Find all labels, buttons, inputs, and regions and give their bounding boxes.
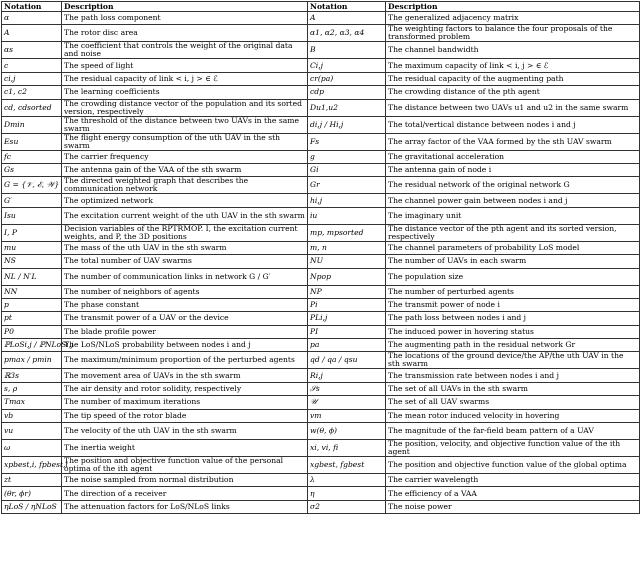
description-cell: The total number of UAV swarms (62, 255, 308, 268)
description-cell: The speed of light (62, 59, 308, 72)
notation-cell: qd / qa / qsu (308, 352, 386, 369)
description-cell: The set of all UAV swarms (386, 396, 640, 409)
table-row (2, 474, 640, 487)
description-cell: The distance between two UAVs u1 and u2 in the same swarm (386, 99, 640, 116)
notation-cell: σ2 (308, 500, 386, 513)
description-cell: The position, velocity, and objective function value of the ith agent (386, 440, 640, 457)
notation-cell: Pi (308, 298, 386, 311)
description-cell: The threshold of the distance between two UAVs in the same swarm (62, 116, 308, 133)
table-row (2, 163, 640, 176)
notation-cell: fc (2, 150, 62, 163)
notation-cell: Du1,u2 (308, 99, 386, 116)
notation-cell: ℙLoSi,j / ℙNLoSi,j (2, 339, 62, 352)
notation-cell: Ri,j (308, 369, 386, 382)
description-cell: The movement area of UAVs in the sth swarm (62, 369, 308, 382)
notation-cell: ℝ3s (2, 369, 62, 382)
table-row (2, 207, 640, 224)
description-cell: The transmit power of a UAV or the device (62, 312, 308, 325)
description-cell: The excitation current weight of the uth UAV in the sth swarm (62, 207, 308, 224)
table-row (2, 133, 640, 150)
description-cell: The crowding distance vector of the population and its sorted version, respectively (62, 99, 308, 116)
table-row (2, 150, 640, 163)
table-row (2, 325, 640, 338)
table-row (2, 500, 640, 513)
notation-cell: p (2, 298, 62, 311)
table-row (2, 298, 640, 311)
description-cell: The tip speed of the rotor blade (62, 409, 308, 422)
description-cell: The maximum capacity of link < i, j > ∈ ℰ (386, 59, 640, 72)
notation-cell: αs (2, 42, 62, 59)
table-row (2, 241, 640, 254)
notation-cell: α1, α2, α3, α4 (308, 25, 386, 42)
notation-cell: λ (308, 474, 386, 487)
description-cell: The residual network of the original network G (386, 177, 640, 194)
notation-cell: mu (2, 241, 62, 254)
notation-cell: Gr (308, 177, 386, 194)
description-cell: The number of UAVs in each swarm (386, 255, 640, 268)
notation-cell: NP (308, 285, 386, 298)
table-row (2, 12, 640, 25)
description-cell: The path loss component (62, 12, 308, 25)
notation-cell: NN (2, 285, 62, 298)
notation-cell: NS (2, 255, 62, 268)
notation-cell: pmax / pmin (2, 352, 62, 369)
table-row (2, 86, 640, 99)
description-cell: The distance vector of the pth agent and its sorted version, respectively (386, 224, 640, 241)
description-cell: The noise sampled from normal distribution (62, 474, 308, 487)
description-cell: The locations of the ground device/the AP/the uth UAV in the sth swarm (386, 352, 640, 369)
description-cell: The residual capacity of the augmenting path (386, 72, 640, 85)
description-cell: The residual capacity of link < i, j > ∈ ℰ (62, 72, 308, 85)
notation-cell: A (2, 25, 62, 42)
notation-cell: iu (308, 207, 386, 224)
table-row (2, 440, 640, 457)
notation-table (1, 1, 640, 514)
notation-cell: c (2, 59, 62, 72)
header-row (2, 2, 640, 12)
description-cell: The magnitude of the far-field beam pattern of a UAV (386, 423, 640, 440)
description-cell: The antenna gain of the VAA of the sth swarm (62, 163, 308, 176)
description-cell: The mean rotor induced velocity in hovering (386, 409, 640, 422)
description-cell: The air density and rotor solidity, respectively (62, 382, 308, 395)
notation-cell: PI (308, 325, 386, 338)
notation-cell: A (308, 12, 386, 25)
description-cell: The position and objective function value of the global optima (386, 457, 640, 474)
table-row (2, 487, 640, 500)
description-cell: The number of communication links in network G / G′ (62, 268, 308, 285)
header-notation-left: Notation (2, 2, 62, 12)
table-row (2, 255, 640, 268)
description-cell: The learning coefficients (62, 86, 308, 99)
notation-cell: G = {𝒱, ℰ, 𝒲} (2, 177, 62, 194)
description-cell: The position and objective function value of the personal optima of the ith agent (62, 457, 308, 474)
description-cell: The array factor of the VAA formed by the sth UAV swarm (386, 133, 640, 150)
notation-cell: Esu (2, 133, 62, 150)
header-description-right: Description (386, 2, 640, 12)
notation-cell: I, P (2, 224, 62, 241)
description-cell: The velocity of the uth UAV in the sth swarm (62, 423, 308, 440)
description-cell: The number of perturbed agents (386, 285, 640, 298)
description-cell: The directed weighted graph that describes the communication network (62, 177, 308, 194)
description-cell: The carrier frequency (62, 150, 308, 163)
table-row (2, 59, 640, 72)
notation-cell: xpbest,i, fpbest,i (2, 457, 62, 474)
description-cell: The noise power (386, 500, 640, 513)
description-cell: The generalized adjacency matrix (386, 12, 640, 25)
notation-cell: g (308, 150, 386, 163)
notation-cell: NL / N′L (2, 268, 62, 285)
description-cell: The number of maximum iterations (62, 396, 308, 409)
table-row (2, 177, 640, 194)
description-cell: The maximum/minimum proportion of the perturbed agents (62, 352, 308, 369)
notation-cell: 𝒰 (308, 396, 386, 409)
notation-cell: Npop (308, 268, 386, 285)
table-row (2, 409, 640, 422)
notation-cell: m, n (308, 241, 386, 254)
description-cell: The gravitational acceleration (386, 150, 640, 163)
notation-cell: c1, c2 (2, 86, 62, 99)
description-cell: The imaginary unit (386, 207, 640, 224)
notation-cell: Gs (2, 163, 62, 176)
table-row (2, 312, 640, 325)
notation-cell: NU (308, 255, 386, 268)
header-notation-right: Notation (308, 2, 386, 12)
table-row (2, 285, 640, 298)
notation-cell: B (308, 42, 386, 59)
table-row (2, 42, 640, 59)
table-row (2, 224, 640, 241)
description-cell: The blade profile power (62, 325, 308, 338)
notation-cell: vb (2, 409, 62, 422)
description-cell: The antenna gain of node i (386, 163, 640, 176)
notation-cell: Gi (308, 163, 386, 176)
notation-cell: s, ρ (2, 382, 62, 395)
notation-cell: di,j / Hi,j (308, 116, 386, 133)
notation-cell: ηLoS / ηNLoS (2, 500, 62, 513)
table-row (2, 25, 640, 42)
notation-cell: cr(pa) (308, 72, 386, 85)
notation-cell: hi,j (308, 194, 386, 207)
notation-cell: P0 (2, 325, 62, 338)
notation-cell: ci,j (2, 72, 62, 85)
description-cell: The population size (386, 268, 640, 285)
notation-cell: PLi,j (308, 312, 386, 325)
table-row (2, 396, 640, 409)
notation-cell: α (2, 12, 62, 25)
notation-cell: Dmin (2, 116, 62, 133)
table-row (2, 352, 640, 369)
description-cell: The transmit power of node i (386, 298, 640, 311)
notation-cell: pt (2, 312, 62, 325)
description-cell: The transmission rate between nodes i and j (386, 369, 640, 382)
description-cell: The channel power gain between nodes i and j (386, 194, 640, 207)
table-row (2, 194, 640, 207)
description-cell: The induced power in hovering status (386, 325, 640, 338)
table-row (2, 457, 640, 474)
description-cell: The number of neighbors of agents (62, 285, 308, 298)
notation-cell: cd, cdsorted (2, 99, 62, 116)
description-cell: The LoS/NLoS probability between nodes i and j (62, 339, 308, 352)
description-cell: The set of all UAVs in the sth swarm (386, 382, 640, 395)
notation-cell: vm (308, 409, 386, 422)
table-row (2, 339, 640, 352)
table-row (2, 369, 640, 382)
description-cell: The attenuation factors for LoS/NLoS links (62, 500, 308, 513)
notation-cell: w(θ, ϕ) (308, 423, 386, 440)
description-cell: The channel bandwidth (386, 42, 640, 59)
table-row (2, 116, 640, 133)
description-cell: The phase constant (62, 298, 308, 311)
description-cell: The path loss between nodes i and j (386, 312, 640, 325)
notation-cell: Tmax (2, 396, 62, 409)
notation-cell: mp, mpsorted (308, 224, 386, 241)
table-row (2, 99, 640, 116)
notation-cell: cdp (308, 86, 386, 99)
header-description-left: Description (62, 2, 308, 12)
description-cell: The weighting factors to balance the four proposals of the transformed problem (386, 25, 640, 42)
notation-cell: η (308, 487, 386, 500)
table-row (2, 72, 640, 85)
description-cell: The efficiency of a VAA (386, 487, 640, 500)
description-cell: Decision variables of the RPTRMOP. I, the excitation current weights, and P, the 3D positions (62, 224, 308, 241)
description-cell: The carrier wavelength (386, 474, 640, 487)
notation-cell: zt (2, 474, 62, 487)
notation-cell: vu (2, 423, 62, 440)
notation-cell: Ci,j (308, 59, 386, 72)
notation-cell: xi, vi, fi (308, 440, 386, 457)
notation-cell: xgbest, fgbest (308, 457, 386, 474)
notation-cell: ω (2, 440, 62, 457)
table-row (2, 382, 640, 395)
description-cell: The direction of a receiver (62, 487, 308, 500)
notation-cell: G′ (2, 194, 62, 207)
description-cell: The augmenting path in the residual network Gr (386, 339, 640, 352)
table-row (2, 268, 640, 285)
notation-cell: (θr, ϕr) (2, 487, 62, 500)
description-cell: The total/vertical distance between nodes i and j (386, 116, 640, 133)
description-cell: The optimized network (62, 194, 308, 207)
notation-cell: Isu (2, 207, 62, 224)
notation-cell: pa (308, 339, 386, 352)
description-cell: The mass of the uth UAV in the sth swarm (62, 241, 308, 254)
table-row (2, 423, 640, 440)
description-cell: The rotor disc area (62, 25, 308, 42)
description-cell: The flight energy consumption of the uth UAV in the sth swarm (62, 133, 308, 150)
description-cell: The inertia weight (62, 440, 308, 457)
notation-cell: 𝒮s (308, 382, 386, 395)
description-cell: The coefficient that controls the weight of the original data and noise (62, 42, 308, 59)
description-cell: The channel parameters of probability LoS model (386, 241, 640, 254)
description-cell: The crowding distance of the pth agent (386, 86, 640, 99)
notation-cell: Fs (308, 133, 386, 150)
